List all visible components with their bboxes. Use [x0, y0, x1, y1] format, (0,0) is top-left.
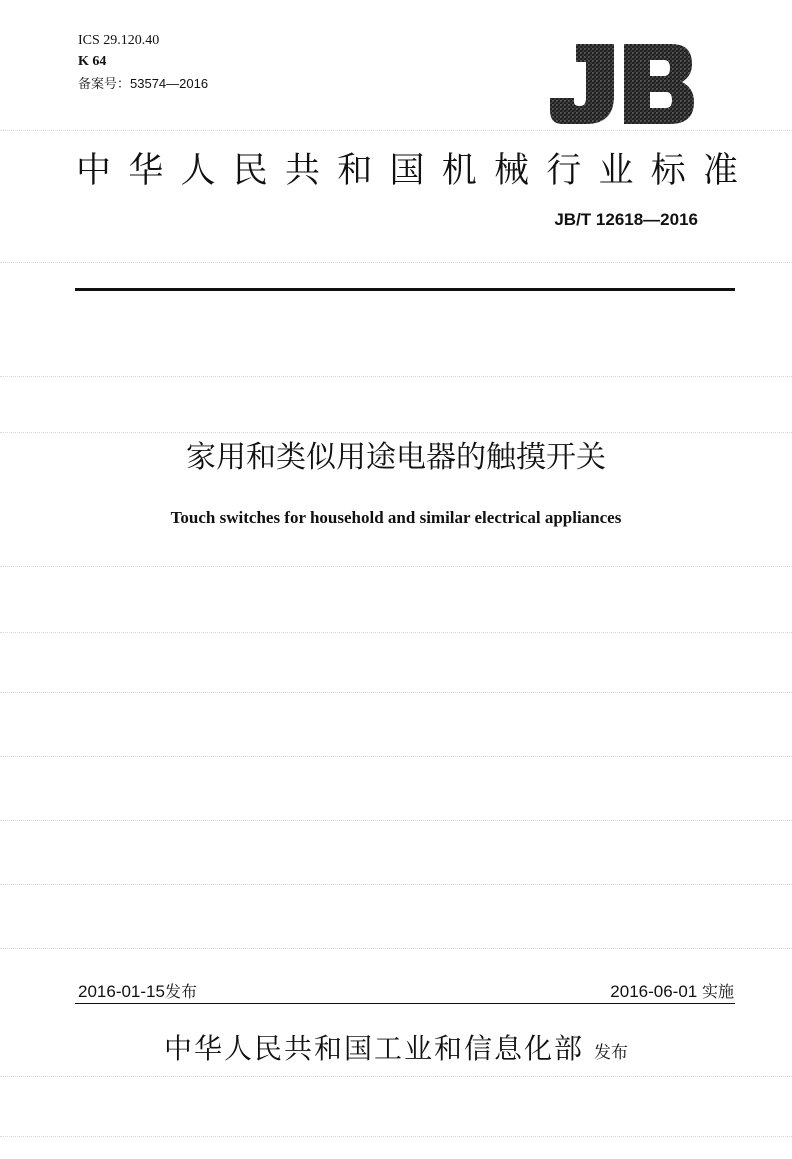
implement-date: 2016-06-01 — [610, 982, 698, 1001]
ics-code: ICS 29.120.40 — [78, 33, 160, 48]
scan-streak — [0, 632, 792, 633]
scan-streak — [0, 566, 792, 567]
scan-streak — [0, 130, 792, 131]
scan-streak — [0, 820, 792, 821]
header-divider — [75, 288, 735, 291]
issue-date: 2016-01-15 — [78, 982, 165, 1001]
scan-streak — [0, 692, 792, 693]
publisher-name: 中华人民共和国工业和信息化部 — [163, 1032, 584, 1065]
scan-streak — [0, 376, 792, 377]
jb-logo — [548, 40, 696, 126]
scan-streak — [0, 756, 792, 757]
scan-streak — [0, 1136, 792, 1137]
standard-code: JB/T 12618—2016 — [554, 210, 698, 229]
scan-streak — [0, 432, 792, 433]
publisher-block — [0, 1027, 792, 1067]
title-english: Touch switches for household and similar electrical appliances — [170, 508, 622, 527]
issue-date-block — [78, 979, 197, 1002]
implement-label: 实施 — [701, 982, 734, 1001]
footer-divider — [75, 1003, 735, 1004]
scan-streak — [0, 262, 792, 263]
ccs-code: K 64 — [78, 54, 107, 69]
title-chinese: 家用和类似用途电器的触摸开关 — [186, 440, 606, 475]
record-number: 备案号：53574—2016 — [78, 76, 209, 91]
scan-streak — [0, 948, 792, 949]
standard-category: 中华人民共和国机械行业标准 — [76, 151, 740, 191]
issue-label: 发布 — [164, 982, 197, 1001]
scan-streak — [0, 884, 792, 885]
scan-streak — [0, 1076, 792, 1077]
implement-date-block — [610, 979, 734, 1002]
publisher-suffix: 发布 — [594, 1043, 628, 1063]
